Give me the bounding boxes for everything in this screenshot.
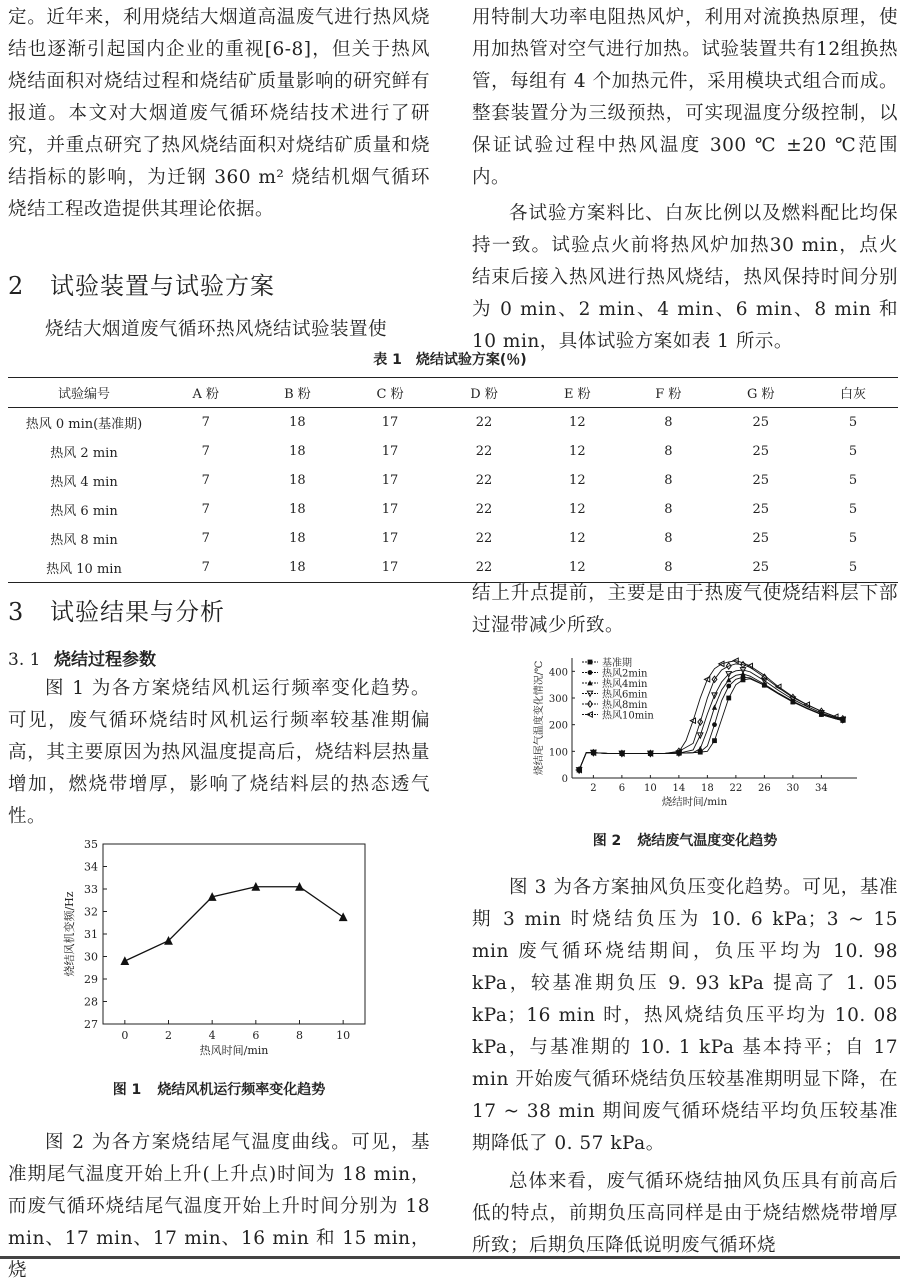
- x-tick-label: 4: [208, 1029, 216, 1042]
- x-tick-label: 2: [590, 783, 597, 794]
- y-tick-label: 31: [84, 928, 98, 941]
- column-header: A 粉: [160, 378, 251, 408]
- right-column-bottom: [472, 872, 898, 1262]
- column-header: C 粉: [343, 378, 436, 408]
- subsection-number: 3. 1: [8, 650, 41, 670]
- table-row: [8, 437, 898, 466]
- table-cell: 17: [381, 473, 399, 488]
- right-column-top: [472, 2, 898, 358]
- table-cell: 7: [201, 444, 210, 459]
- column-header: G 粉: [713, 378, 808, 408]
- table-cell: 5: [848, 531, 858, 546]
- table-cell: 22: [475, 444, 493, 459]
- left-column-intro: [8, 314, 430, 346]
- section-number: 2: [8, 272, 25, 300]
- table-cell: 5: [808, 553, 898, 583]
- data-point: [339, 912, 348, 921]
- x-tick-label: 34: [815, 783, 828, 794]
- table-cell: 18: [251, 553, 343, 583]
- table-cell: 热风 2 min: [50, 446, 118, 461]
- paragraph: 结上升点提前，主要是由于热废气使烧结料层下部过湿带减少所致。: [472, 583, 898, 636]
- table-row: [8, 524, 898, 553]
- table-cell: 8: [664, 473, 673, 488]
- table-cell: 热风 0 min(基准期): [25, 417, 143, 432]
- y-tick-label: 200: [548, 720, 568, 732]
- y-tick-label: 400: [548, 667, 568, 679]
- table-cell: 5: [848, 473, 858, 488]
- figure-number: 图 2: [592, 833, 622, 849]
- table-cell: 7: [160, 553, 251, 583]
- y-axis-label: 烧结风机变频/Hz: [63, 891, 76, 977]
- table-cell: 7: [201, 502, 210, 517]
- legend-label: 热风4min: [602, 679, 648, 690]
- y-tick-label: 32: [84, 905, 98, 919]
- left-column-bottom: [8, 1127, 430, 1287]
- x-tick-label: 10: [644, 783, 657, 794]
- paragraph: 总体来看，废气循环烧结抽风负压具有前高后低的特点，前期负压高同样是由于烧结燃烧带增厚所致；后期负压降低说明废气循环烧: [472, 1171, 898, 1256]
- table-row: [8, 495, 898, 524]
- y-axis-label: 烧结尾气温度变化情况/℃: [534, 660, 545, 776]
- x-tick-label: 14: [672, 783, 686, 794]
- data-point: [712, 704, 717, 709]
- data-point: [726, 696, 731, 701]
- table-cell: 25: [752, 531, 770, 546]
- table-cell: 25: [752, 444, 770, 459]
- x-tick-label: 10: [336, 1029, 351, 1042]
- table-cell: 22: [475, 531, 493, 546]
- subsection-heading: [8, 645, 156, 670]
- table-cell: 7: [201, 531, 210, 546]
- x-tick-label: 2: [165, 1029, 172, 1042]
- table-cell: 8: [623, 553, 713, 583]
- legend-label: 基准期: [602, 658, 632, 669]
- y-tick-label: 28: [84, 995, 98, 1009]
- table-cell: 12: [531, 553, 623, 583]
- table-header-row: [8, 378, 898, 408]
- column-header: F 粉: [623, 378, 713, 408]
- table-cell: 8: [664, 415, 673, 430]
- paragraph: 图 3 为各方案抽风负压变化趋势。可见，基准期 3 min 时烧结负压为 10. 6 kPa；3 ~ 15 min 废气循环烧结期间，负压平均为 10. 98 kPa，较基准期负压 9. 93 kPa 提高了 1. 05 kPa；16 min 时，热风烧结负压平均为 10. 08 kPa，与基准期的 10. 1 kPa 基本持平；自 17 min 开始废气循环烧结负压较基准期明显下降，在 17 ~ 38 min 期间废气循环烧结平均负压较基准期降低了 0. 57 kPa。: [472, 877, 898, 1154]
- table-cell: 12: [569, 502, 586, 517]
- section-number: 3: [8, 598, 25, 626]
- legend-label: 热风6min: [602, 689, 648, 701]
- legend-label: 热风2min: [602, 668, 648, 680]
- table-cell: 25: [752, 502, 770, 517]
- table-cell: 12: [569, 415, 586, 430]
- table-cell: 17: [381, 502, 399, 517]
- table-cell: 8: [664, 531, 673, 546]
- table-cell: 8: [664, 502, 673, 517]
- table-row: [8, 466, 898, 495]
- data-point: [120, 956, 129, 965]
- table-cell: 17: [381, 444, 399, 459]
- y-tick-label: 29: [84, 973, 98, 986]
- column-header: D 粉: [437, 378, 532, 408]
- y-tick-label: 100: [548, 747, 568, 759]
- x-tick-label: 18: [701, 783, 714, 794]
- experiment-table: [8, 377, 898, 583]
- x-tick-label: 6: [618, 783, 626, 794]
- x-tick-label: 6: [252, 1029, 260, 1042]
- plot-frame: [103, 844, 365, 1024]
- section-title: 试验结果与分析: [50, 598, 225, 626]
- legend-label: 热风10min: [602, 710, 654, 722]
- left-column-top: [8, 2, 430, 226]
- x-axis-label: 烧结时间/min: [661, 796, 728, 808]
- table-cell: 25: [752, 415, 770, 430]
- table-cell: 7: [201, 473, 210, 488]
- table-cell: 热风 10 min: [8, 553, 160, 583]
- x-axis-label: 热风时间/min: [199, 1044, 269, 1057]
- table-row: [8, 408, 898, 438]
- y-tick-label: 34: [84, 860, 98, 874]
- x-tick-label: 0: [121, 1029, 129, 1042]
- page-bottom-rule: [0, 1256, 900, 1259]
- column-header: E 粉: [531, 378, 623, 408]
- figure-number: 图 1: [112, 1082, 142, 1098]
- table-cell: 5: [848, 415, 858, 430]
- figure-2-caption: [472, 830, 898, 850]
- paragraph: 图 1 为各方案烧结风机运行频率变化趋势。可见，废气循环烧结时风机运行频率较基准期偏高，其主要原因为热风温度提高后，烧结料层热量增加，燃烧带增厚，影响了烧结料层的热态透气性。: [8, 678, 430, 827]
- y-tick-label: 33: [84, 883, 98, 896]
- paragraph: 图 2 为各方案烧结尾气温度曲线。可见，基准期尾气温度开始上升(上升点)时间为 18 min，而废气循环烧结尾气温度开始上升时间分别为 18 min、17 min、17 min、16 min 和 15 min，烧: [8, 1132, 430, 1281]
- table-cell: 22: [437, 553, 532, 583]
- data-point: [698, 746, 703, 751]
- paragraph: 烧结大烟道废气循环热风烧结试验装置使: [45, 319, 388, 340]
- y-tick-label: 30: [84, 950, 98, 964]
- table-cell: 17: [343, 553, 436, 583]
- section-title: 试验装置与试验方案: [50, 272, 275, 300]
- table-cell: 热风 4 min: [50, 475, 118, 490]
- table-cell: 7: [201, 415, 210, 430]
- data-point: [712, 738, 717, 743]
- section-heading: [8, 592, 225, 627]
- table-cell: 5: [848, 502, 858, 517]
- figure-1-caption: [8, 1079, 430, 1099]
- y-tick-label: 0: [561, 774, 568, 785]
- table-cell: 25: [752, 473, 770, 488]
- figure-title: 烧结风机运行频率变化趋势: [157, 1082, 326, 1098]
- left-column-section3: [8, 673, 430, 833]
- table-cell: 18: [289, 531, 306, 546]
- x-tick-label: 22: [729, 783, 743, 794]
- figure-2-chart: [520, 650, 860, 815]
- y-tick-label: 27: [84, 1018, 98, 1031]
- data-point: [726, 684, 731, 689]
- y-tick-label: 300: [548, 694, 568, 705]
- x-tick-label: 26: [758, 783, 771, 794]
- table-cell: 25: [713, 553, 808, 583]
- table-cell: 22: [475, 415, 493, 430]
- paragraph: 用特制大功率电阻热风炉，利用对流换热原理，使用加热管对空气进行加热。试验装置共有12组换热管，每组有 4 个加热元件，采用模块式组合而成。整套装置分为三级预热，可实现温度分级控制，以保证试验过程中热风温度 300 ℃ ±20 ℃范围内。: [472, 7, 898, 188]
- paragraph: 各试验方案料比、白灰比例以及燃料配比均保持一致。试验点火前将热风炉加热30 min，点火结束后接入热风进行热风烧结，热风保持时间分别为 0 min、2 min、4 min、6 min、8 min 和 10 min，具体试验方案如表 1 所示。: [472, 203, 898, 352]
- table-cell: 17: [381, 531, 399, 546]
- column-header: 试验编号: [8, 378, 160, 408]
- table-cell: 8: [664, 444, 673, 459]
- table-cell: 22: [475, 473, 493, 488]
- right-column-mid: [472, 578, 898, 642]
- legend-label: 热风8min: [602, 700, 648, 711]
- table-cell: 17: [381, 415, 399, 430]
- legend-marker: [588, 660, 593, 665]
- table-cell: 18: [289, 444, 306, 459]
- y-tick-label: 35: [84, 838, 98, 851]
- x-tick-label: 8: [296, 1029, 303, 1042]
- table-cell: 18: [289, 415, 306, 430]
- table-cell: 18: [289, 502, 306, 517]
- table-cell: 18: [289, 473, 306, 488]
- table-cell: 12: [569, 531, 586, 546]
- column-header: 白灰: [808, 378, 898, 408]
- table-cell: 22: [475, 502, 493, 517]
- series-line: [125, 887, 343, 961]
- section-heading: [8, 266, 275, 301]
- data-point: [712, 722, 717, 727]
- subsection-title: 烧结过程参数: [54, 650, 156, 670]
- table-cell: 5: [848, 444, 858, 459]
- x-tick-label: 30: [786, 783, 800, 794]
- figure-title: 烧结废气温度变化趋势: [637, 833, 778, 849]
- paragraph: 定。近年来，利用烧结大烟道高温废气进行热风烧结也逐渐引起国内企业的重视[6-8]，但关于热风烧结面积对烧结过程和烧结矿质量影响的研究鲜有报道。本文对大烟道废气循环烧结技术进行了研究，并重点研究了热风烧结面积对烧结矿质量和烧结指标的影响，为迁钢 360 m² 烧结机烟气循环烧结工程改造提供其理论依据。: [8, 7, 430, 220]
- table-cell: 热风 6 min: [50, 504, 118, 519]
- table-cell: 12: [569, 444, 586, 459]
- column-header: B 粉: [251, 378, 343, 408]
- legend-marker: [588, 670, 593, 675]
- table-cell: 热风 8 min: [50, 533, 118, 548]
- table-caption: 表 1 烧结试验方案(％): [373, 352, 527, 368]
- figure-1-chart: [55, 832, 385, 1064]
- table-cell: 12: [569, 473, 586, 488]
